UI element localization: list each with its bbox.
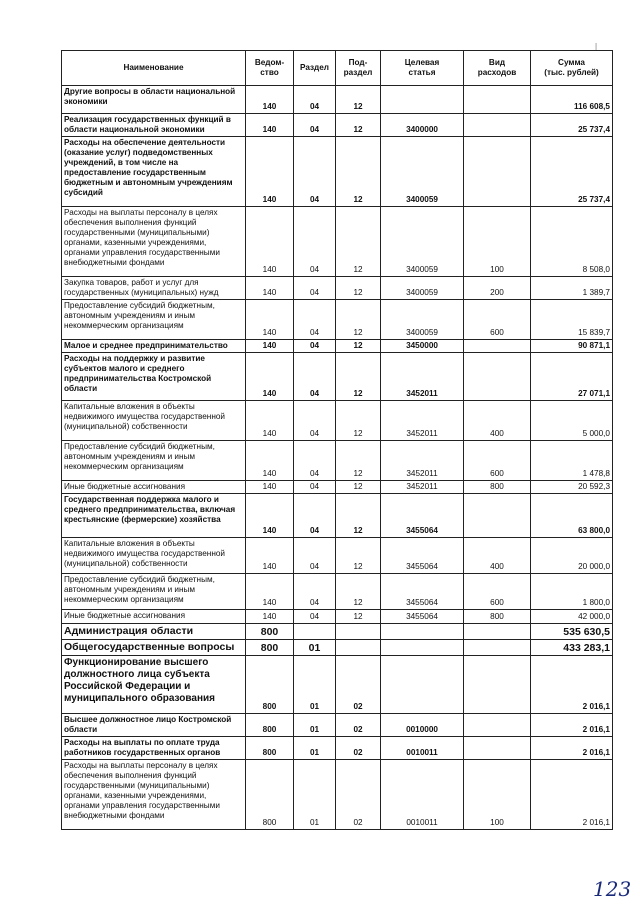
row-podrazdel: 12 [336,86,381,114]
row-name: Предоставление субсидий бюджетным, автономным учреждениям и иным некоммерческим организациям [62,441,246,481]
row-razdel: 04 [294,353,336,401]
row-summa: 2 016,1 [531,737,613,760]
row-ved: 140 [246,574,294,610]
row-celevaya: 0010011 [381,760,464,830]
row-razdel: 04 [294,207,336,277]
table-row [62,340,613,353]
row-vid: 600 [464,441,531,481]
row-vid [464,494,531,538]
row-razdel: 04 [294,494,336,538]
row-podrazdel: 12 [336,481,381,494]
row-ved: 140 [246,401,294,441]
row-summa: 116 608,5 [531,86,613,114]
row-celevaya: 3455064 [381,538,464,574]
row-podrazdel: 12 [336,340,381,353]
row-celevaya: 3452011 [381,401,464,441]
row-razdel: 04 [294,538,336,574]
row-razdel: 01 [294,737,336,760]
row-vid: 800 [464,481,531,494]
row-podrazdel: 02 [336,760,381,830]
row-summa: 25 737,4 [531,114,613,137]
table-row [62,300,613,340]
row-razdel: 04 [294,114,336,137]
table-row [62,441,613,481]
row-podrazdel: 12 [336,494,381,538]
row-podrazdel [336,640,381,656]
row-ved: 800 [246,656,294,714]
row-podrazdel: 12 [336,353,381,401]
row-vid [464,714,531,737]
row-ved: 140 [246,300,294,340]
row-ved: 140 [246,481,294,494]
row-summa: 63 800,0 [531,494,613,538]
budget-table-page [61,50,612,830]
row-name: Расходы на выплаты по оплате труда работников государственных органов [62,737,246,760]
row-name: Общегосударственные вопросы [62,640,246,656]
row-celevaya [381,640,464,656]
row-celevaya: 3452011 [381,481,464,494]
row-vid: 600 [464,300,531,340]
row-celevaya: 3455064 [381,494,464,538]
row-vid: 200 [464,277,531,300]
row-vid [464,86,531,114]
row-ved: 140 [246,207,294,277]
row-ved: 800 [246,714,294,737]
row-ved: 140 [246,340,294,353]
row-name: Капитальные вложения в объекты недвижимого имущества государственной (муниципальной) собственности [62,538,246,574]
header-podrazdel: Под- раздел [336,51,381,86]
row-summa: 20 592,3 [531,481,613,494]
row-name: Расходы на обеспечение деятельности (оказание услуг) подведомственных учреждений, в том числе на предоставление государственным бюджетным и автономным учреждениям субсидий [62,137,246,207]
row-name: Иные бюджетные ассигнования [62,481,246,494]
row-vid: 800 [464,610,531,624]
row-summa: 1 478,8 [531,441,613,481]
row-name: Закупка товаров, работ и услуг для государственных (муниципальных) нужд [62,277,246,300]
header-vid: Вид расходов [464,51,531,86]
row-name: Иные бюджетные ассигнования [62,610,246,624]
row-ved: 800 [246,737,294,760]
row-vid [464,137,531,207]
row-podrazdel: 02 [336,737,381,760]
row-name: Предоставление субсидий бюджетным, автономным учреждениям и иным некоммерческим организациям [62,300,246,340]
row-summa: 2 016,1 [531,760,613,830]
table-row [62,481,613,494]
row-razdel: 04 [294,441,336,481]
row-celevaya [381,624,464,640]
row-celevaya: 0010000 [381,714,464,737]
row-podrazdel [336,624,381,640]
row-name: Предоставление субсидий бюджетным, автономным учреждениям и иным некоммерческим организациям [62,574,246,610]
row-celevaya: 0010011 [381,737,464,760]
row-podrazdel: 12 [336,300,381,340]
row-summa: 433 283,1 [531,640,613,656]
row-name: Высшее должностное лицо Костромской области [62,714,246,737]
row-vid: 100 [464,207,531,277]
row-name: Государственная поддержка малого и среднего предпринимательства, включая крестьянские (фермерские) хозяйства [62,494,246,538]
row-ved: 140 [246,86,294,114]
table-row [62,401,613,441]
header-ved: Ведом- ство [246,51,294,86]
row-razdel: 04 [294,137,336,207]
row-razdel: 04 [294,481,336,494]
row-summa: 8 508,0 [531,207,613,277]
row-vid [464,353,531,401]
budget-table [61,50,613,830]
row-celevaya: 3455064 [381,610,464,624]
row-celevaya: 3400059 [381,207,464,277]
table-row [62,137,613,207]
row-ved: 140 [246,494,294,538]
row-podrazdel: 12 [336,114,381,137]
row-vid: 400 [464,401,531,441]
table-row [62,353,613,401]
row-summa: 5 000,0 [531,401,613,441]
table-row [62,656,613,714]
table-row [62,114,613,137]
table-row [62,624,613,640]
header-summa: Сумма (тыс. рублей) [531,51,613,86]
row-razdel: 01 [294,714,336,737]
row-razdel [294,624,336,640]
row-summa: 1 800,0 [531,574,613,610]
row-vid [464,114,531,137]
row-name: Функционирование высшего должностного лица субъекта Российской Федерации и муниципального образования [62,656,246,714]
handwritten-page-number: 123 [593,877,632,901]
row-podrazdel: 02 [336,656,381,714]
row-summa: 42 000,0 [531,610,613,624]
row-name: Расходы на поддержку и развитие субъектов малого и среднего предпринимательства Костромской области [62,353,246,401]
row-ved: 800 [246,760,294,830]
table-row [62,86,613,114]
row-podrazdel: 12 [336,610,381,624]
row-ved: 800 [246,640,294,656]
row-podrazdel: 12 [336,574,381,610]
row-name: Расходы на выплаты персоналу в целях обеспечения выполнения функций государственными (муниципальными) органами, казенными учреждениями, органами управления государственными внебюджетными фондами [62,207,246,277]
row-razdel: 04 [294,574,336,610]
table-row [62,494,613,538]
row-vid [464,737,531,760]
row-podrazdel: 12 [336,277,381,300]
row-celevaya: 3400059 [381,277,464,300]
row-vid [464,624,531,640]
row-summa: 2 016,1 [531,714,613,737]
row-razdel: 01 [294,760,336,830]
row-vid [464,640,531,656]
row-razdel: 01 [294,640,336,656]
row-summa: 27 071,1 [531,353,613,401]
row-celevaya: 3400059 [381,137,464,207]
row-name: Администрация области [62,624,246,640]
row-podrazdel: 12 [336,137,381,207]
table-row [62,207,613,277]
row-ved: 140 [246,610,294,624]
row-ved: 140 [246,353,294,401]
row-vid [464,340,531,353]
row-razdel: 04 [294,401,336,441]
row-celevaya [381,86,464,114]
row-ved: 140 [246,277,294,300]
row-name: Капитальные вложения в объекты недвижимого имущества государственной (муниципальной) собственности [62,401,246,441]
row-celevaya: 3450000 [381,340,464,353]
row-celevaya [381,656,464,714]
table-row [62,760,613,830]
row-podrazdel: 02 [336,714,381,737]
row-ved: 140 [246,114,294,137]
header-razdel: Раздел [294,51,336,86]
row-name: Другие вопросы в области национальной экономики [62,86,246,114]
row-celevaya: 3452011 [381,441,464,481]
row-celevaya: 3455064 [381,574,464,610]
row-razdel: 04 [294,340,336,353]
row-podrazdel: 12 [336,207,381,277]
row-name: Малое и среднее предпринимательство [62,340,246,353]
row-podrazdel: 12 [336,441,381,481]
row-razdel: 01 [294,656,336,714]
table-row [62,610,613,624]
table-header-row [62,51,613,86]
row-celevaya: 3400059 [381,300,464,340]
header-celevaya: Целевая статья [381,51,464,86]
row-podrazdel: 12 [336,401,381,441]
table-row [62,737,613,760]
row-vid [464,656,531,714]
row-razdel: 04 [294,300,336,340]
row-razdel: 04 [294,86,336,114]
row-podrazdel: 12 [336,538,381,574]
row-summa: 1 389,7 [531,277,613,300]
row-name: Реализация государственных функций в области национальной экономики [62,114,246,137]
row-razdel: 04 [294,277,336,300]
row-vid: 100 [464,760,531,830]
row-summa: 2 016,1 [531,656,613,714]
row-summa: 20 000,0 [531,538,613,574]
row-vid: 600 [464,574,531,610]
row-summa: 90 871,1 [531,340,613,353]
row-ved: 800 [246,624,294,640]
table-row [62,277,613,300]
row-summa: 15 839,7 [531,300,613,340]
header-name: Наименование [62,51,246,86]
row-name: Расходы на выплаты персоналу в целях обеспечения выполнения функций государственными (муниципальными) органами, казенными учреждениями, органами управления государственными внебюджетными фондами [62,760,246,830]
table-row [62,640,613,656]
table-row [62,538,613,574]
row-celevaya: 3400000 [381,114,464,137]
corner-mark: | [595,42,598,51]
row-summa: 25 737,4 [531,137,613,207]
row-ved: 140 [246,538,294,574]
row-celevaya: 3452011 [381,353,464,401]
table-row [62,574,613,610]
table-row [62,714,613,737]
row-ved: 140 [246,441,294,481]
row-razdel: 04 [294,610,336,624]
row-vid: 400 [464,538,531,574]
row-summa: 535 630,5 [531,624,613,640]
row-ved: 140 [246,137,294,207]
